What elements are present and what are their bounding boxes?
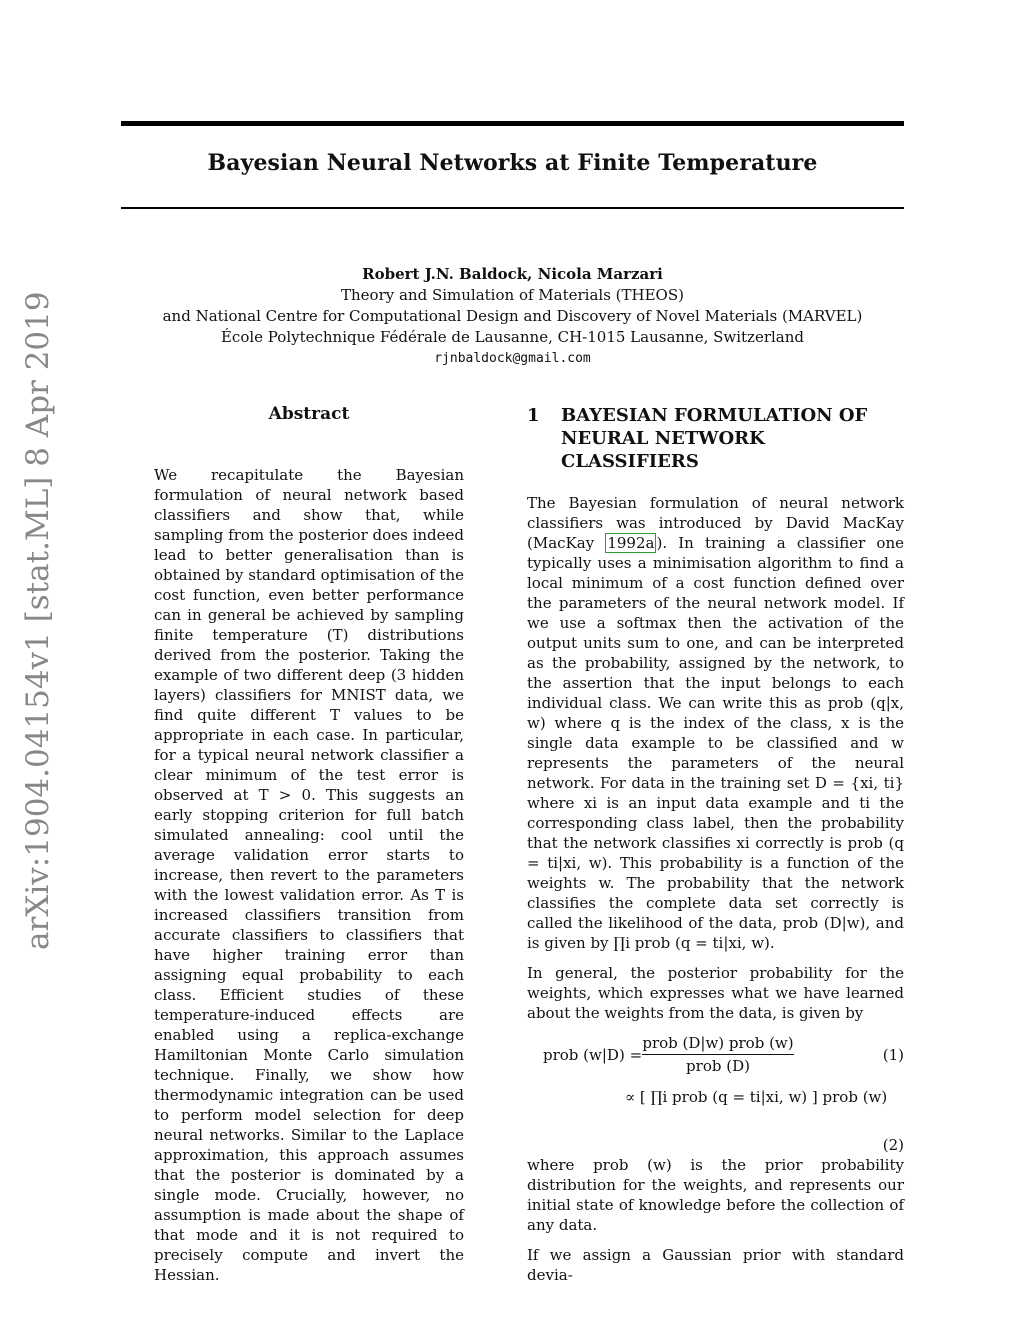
equation-fraction (642, 1033, 794, 1076)
equation-1 (527, 1033, 904, 1077)
paragraph: If we assign a Gaussian prior with standard devia- (527, 1246, 904, 1284)
equation-number: (1) (882, 1046, 904, 1064)
paragraph (527, 493, 904, 953)
section-title: BAYESIAN FORMULATION OF NEURAL NETWORK CLASSIFIERS (561, 405, 868, 472)
arxiv-stamp: arXiv:1904.04154v1 [stat.ML] 8 Apr 2019 (20, 291, 56, 950)
section-body (527, 493, 904, 1295)
affiliation-line: École Polytechnique Fédérale de Lausanne, CH-1015 Lausanne, Switzerland (220, 328, 805, 346)
affiliation-line: Theory and Simulation of Materials (THEOS) (341, 286, 684, 304)
equation-lhs: prob (w|D) = (543, 1046, 643, 1064)
author-block (121, 264, 904, 369)
paper-title: Bayesian Neural Networks at Finite Temperature (207, 150, 818, 176)
paragraph-text: ). In training a classifier one typically uses a minimisation algorithm to find a local minimum of a cost function defined over the parameters of the neural network model. If we use a softmax then the activation of the output units sum to one, and can be interpreted as the probability, assigned by the network, to the assertion that the input belongs to each individual class. We can write this as prob (q|x, w) where q is the index of the class, x is the single data example to be classified and w represents the parameters of the neural network. For data in the training set D = {xi, ti} where xi is an input data example and ti the corresponding class label, then the probability that the network classifies xi correctly is prob (q = ti|xi, w). This probability is a function of the weights w. The probability that the network classifies the complete data set correctly is called the likelihood of the data, prob (D|w), and is given by ∏i prob (q = ti|xi, w). (527, 534, 904, 952)
paragraph: where prob (w) is the prior probability distribution for the weights, and represents our initial state of knowledge before the collection of any data. (527, 1156, 904, 1234)
citation-link[interactable]: 1992a (607, 534, 655, 552)
title-top-rule (121, 121, 904, 126)
fraction-numerator: prob (D|w) prob (w) (642, 1033, 794, 1055)
title-bottom-rule (121, 207, 904, 209)
equation-body: ∝ [ ∏i prob (q = ti|xi, w) ] prob (w) (625, 1088, 888, 1106)
affiliation-line: and National Centre for Computational Design and Discovery of Novel Materials (MARVEL) (162, 307, 863, 325)
abstract-heading: Abstract (268, 404, 350, 424)
equation-2 (527, 1077, 904, 1155)
section-heading (527, 404, 907, 473)
section-number: 1 (527, 405, 540, 426)
fraction-denominator: prob (D) (686, 1057, 750, 1075)
abstract-text: We recapitulate the Bayesian formulation of neural network based classifiers and show that, while sampling from the posterior does indeed lead to better generalisation than is obtained by standard optimisation of the cost function, even better performance can in general be achieved by sampling finite temperature (T) distributions derived from the posterior. Taking the example of two different deep (3 hidden layers) classifiers for MNIST data, we find quite different T values to be appropriate in each case. In particular, for a typical neural network classifier a clear minimum of the test error is observed at T > 0. This suggests an early stopping criterion for full batch simulated annealing: cool until the average validation error starts to increase, then revert to the parameters with the lowest validation error. As T is increased classifiers transition from accurate classifiers to classifiers that have higher training error than assigning equal probability to each class. Efficient studies of these temperature-induced effects are enabled using a replica-exchange Hamiltonian Monte Carlo simulation technique. Finally, we show how thermodynamic integration can be used to perform model selection for deep neural networks. Similar to the Laplace approximation, this approach assumes that the posterior is dominated by a single mode. Crucially, however, no assumption is made about the shape of that mode and it is not required to precisely compute and invert the Hessian. (154, 466, 464, 1284)
author-email[interactable]: rjnbaldock@gmail.com (434, 351, 591, 366)
paragraph-text: The Bayesian formulation of neural network classifiers was introduced by David MacKay (MacKay (527, 494, 904, 552)
paragraph: In general, the posterior probability for the weights, which expresses what we have learned about the weights from the data, is given by (527, 964, 904, 1022)
author-names: Robert J.N. Baldock, Nicola Marzari (362, 265, 663, 283)
equation-number: (2) (882, 1136, 904, 1154)
